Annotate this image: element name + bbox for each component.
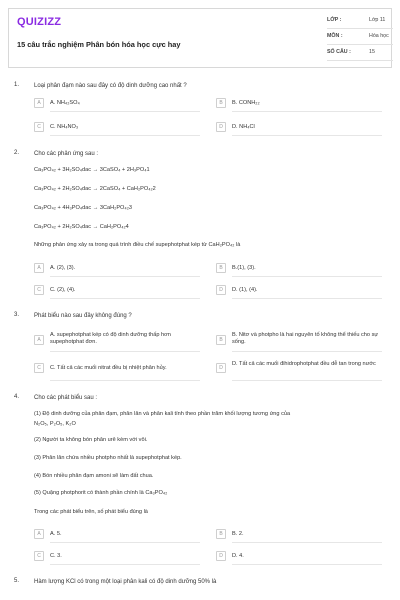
option-divider — [50, 542, 200, 543]
meta-count-label: SỐ CÂU : — [327, 49, 351, 55]
option-text: D. Tất cả các muối đihidrophotphat đều dễ tan trong nước — [232, 361, 376, 367]
meta-subject-value: Hóa học — [369, 33, 389, 39]
option-letter-box: B — [216, 335, 226, 345]
option-text: B.(1), (3). — [232, 265, 256, 271]
option-divider — [50, 111, 200, 112]
option-divider — [50, 380, 200, 381]
option-text: C. NH₄NO₃ — [50, 124, 79, 130]
option-divider — [232, 542, 382, 543]
option-letter-box: C — [34, 363, 44, 373]
meta-grade-value: Lớp 11 — [369, 17, 386, 23]
option-letter-box: D — [216, 285, 226, 295]
option-text: C. 3. — [50, 553, 62, 559]
option-letter-box: D — [216, 363, 226, 373]
page-title: 15 câu trắc nghiệm Phân bón hóa học cực hay — [17, 40, 181, 49]
statement: (5) Quặng photphorit có thành phần chính là Ca₃PO₄₂ — [34, 490, 168, 496]
option-letter-box: C — [34, 122, 44, 132]
option-divider — [50, 351, 200, 352]
meta-subject-label: MÔN : — [327, 33, 343, 39]
statement-formula: N₂O₅, P₂O₅, K₂O — [34, 421, 76, 427]
worksheet-header — [8, 8, 392, 68]
option-text: D. (1), (4). — [232, 287, 258, 293]
question-followup: Những phản ứng xảy ra trong quá trình điều chế supephotphat kép từ CaH₂PO₄₂ là — [34, 242, 241, 248]
option-text: A. 5. — [50, 531, 62, 537]
option-letter-box: C — [34, 285, 44, 295]
question-followup: Trong các phát biểu trên, số phát biểu đúng là — [34, 509, 148, 515]
option-divider — [232, 351, 382, 352]
option-letter-box: B — [216, 98, 226, 108]
meta-count-value: 15 — [369, 49, 375, 55]
question-text: Loại phân đạm nào sau đây có độ dinh dưỡng cao nhất ? — [34, 83, 187, 89]
option-divider — [232, 380, 382, 381]
statement: (1) Độ dinh dưỡng của phân đạm, phân lân và phân kali tính theo phần trăm khối lượng tương ứng của — [34, 411, 291, 417]
option-letter-box: D — [216, 551, 226, 561]
option-text: C. (2), (4). — [50, 287, 76, 293]
option-divider — [50, 564, 200, 565]
question-text: Cho các phản ứng sau : — [34, 151, 99, 157]
option-letter-box: C — [34, 551, 44, 561]
question-text: Hàm lượng KCl có trong một loại phân kali có độ dinh dưỡng 50% là — [34, 579, 217, 585]
reaction-equation: Ca₃PO₄₂ + 3H₂SO₄dac → 3CaSO₄ + 2H₃PO₄1 — [34, 167, 150, 173]
option-letter-box: B — [216, 263, 226, 273]
option-divider — [50, 276, 200, 277]
reaction-equation: Ca₃PO₄₂ + 4H₃PO₄dac → 3CaH₂PO₄₂3 — [34, 205, 132, 211]
option-divider — [232, 298, 382, 299]
option-divider — [232, 276, 382, 277]
question-number: 5. — [14, 578, 20, 584]
option-text: B. CONH₂₂ — [232, 100, 260, 106]
question-text: Cho các phát biểu sau : — [34, 395, 98, 401]
option-text: B. Nitơ và photpho là hai nguyên tố không thể thiếu cho sự sống. — [232, 332, 379, 345]
option-divider — [50, 135, 200, 136]
question-number: 2. — [14, 150, 20, 156]
reaction-equation: Ca₃PO₄₂ + 2H₂SO₄dac → CaH₂PO₄₂4 — [34, 224, 129, 230]
meta-divider — [327, 60, 393, 61]
option-letter-box: D — [216, 122, 226, 132]
question-number: 3. — [14, 312, 20, 318]
option-text: A. NH₄₂SO₄ — [50, 100, 80, 106]
option-text: A. (2), (3). — [50, 265, 76, 271]
statement: (3) Phân lân chứa nhiều photpho nhất là supephotphat kép. — [34, 455, 182, 461]
option-divider — [232, 135, 382, 136]
meta-grade-label: LỚP : — [327, 17, 342, 23]
option-text: D. 4. — [232, 553, 244, 559]
meta-divider — [327, 44, 393, 45]
option-divider — [50, 298, 200, 299]
meta-divider — [327, 28, 393, 29]
option-text: D. NH₄Cl — [232, 124, 255, 130]
reaction-equation: Ca₃PO₄₂ + 2H₂SO₄dac → 2CaSO₄ + CaH₂PO₄₂2 — [34, 186, 156, 192]
quizizz-logo: QUIZIZZ — [17, 16, 62, 28]
option-text: A. supephotphat kép có độ dinh dưỡng thấp hơn supephotphat đơn. — [50, 332, 171, 345]
option-letter-box: B — [216, 529, 226, 539]
option-letter-box: A — [34, 335, 44, 345]
option-text: B. 2. — [232, 531, 244, 537]
statement: (4) Bón nhiều phân đạm amoni sẽ làm đất chua. — [34, 473, 154, 479]
statement: (2) Người ta không bón phân urê kèm với vôi. — [34, 437, 148, 443]
question-number: 4. — [14, 394, 20, 400]
question-number: 1. — [14, 82, 20, 88]
option-divider — [232, 564, 382, 565]
option-text: C. Tất cả các muối nitrat đều bị nhiệt phân hủy. — [50, 365, 167, 371]
option-letter-box: A — [34, 529, 44, 539]
option-divider — [232, 111, 382, 112]
option-letter-box: A — [34, 98, 44, 108]
option-letter-box: A — [34, 263, 44, 273]
question-text: Phát biểu nào sau đây không đúng ? — [34, 313, 132, 319]
